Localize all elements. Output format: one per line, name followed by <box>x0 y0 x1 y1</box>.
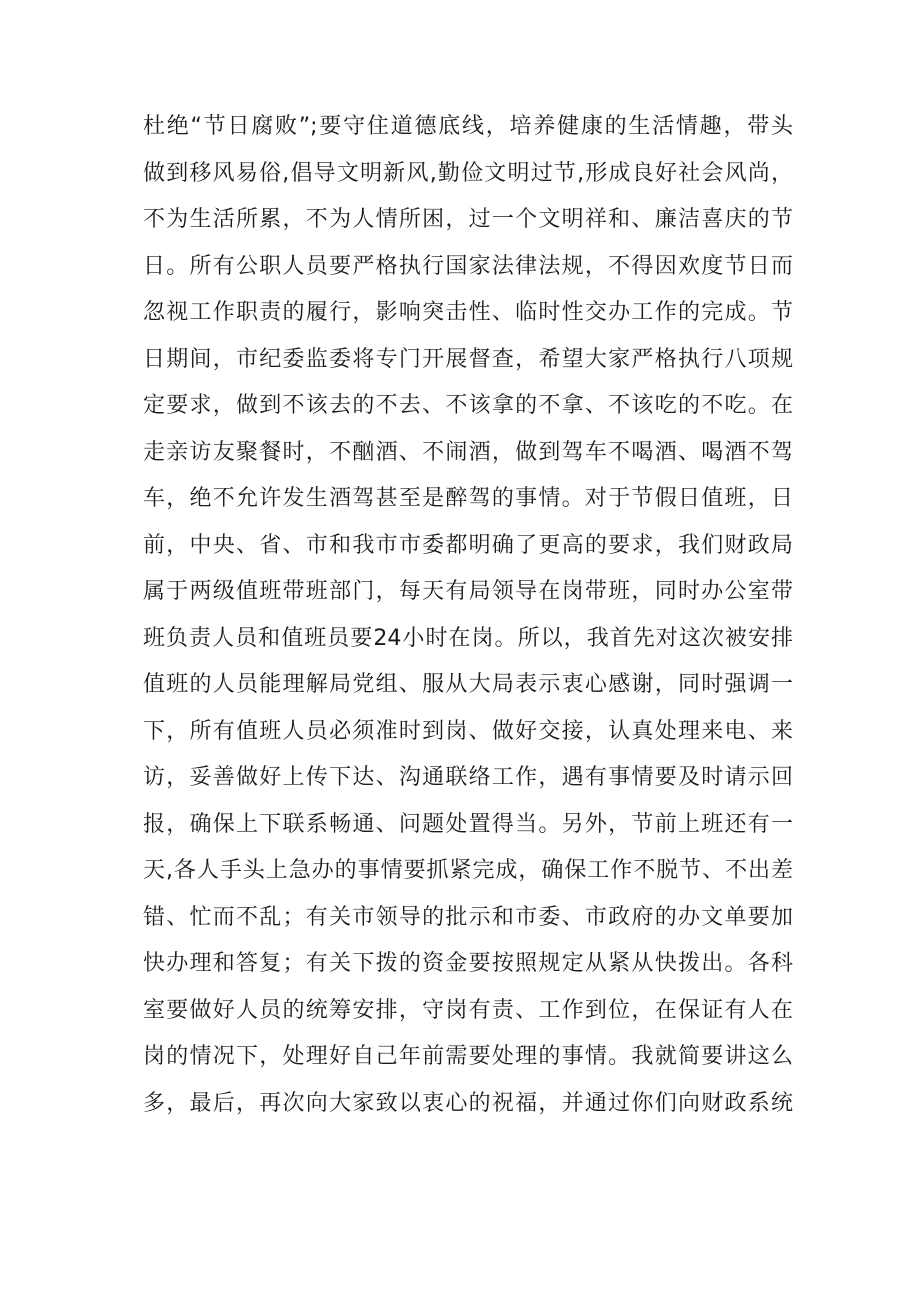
text-line-14: 下，所有值班人员必须准时到岗、做好交接，认真处理来电、来 <box>143 718 793 744</box>
text-line-9: 车，绝不允许发生酒驾甚至是醉驾的事情。对于节假日值班，日 <box>143 486 793 511</box>
text-line-17: 天,各人手头上急办的事情要抓紧完成，确保工作不脱节、不出差 <box>143 858 793 883</box>
text-line-2: 做到移风易俗,倡导文明新风,勤俭文明过节,形成良好社会风尚， <box>143 160 793 186</box>
text-line-6: 日期间，市纪委监委将专门开展督查，希望大家严格执行八项规 <box>143 346 793 372</box>
text-line-20: 室要做好人员的统筹安排，守岗有责、工作到位，在保证有人在 <box>143 997 793 1023</box>
text-line-16: 报，确保上下联系畅通、问题处置得当。另外，节前上班还有一 <box>143 811 793 837</box>
text-line-3: 不为生活所累，不为人情所困，过一个文明祥和、廉洁喜庆的节 <box>143 207 793 232</box>
text-line-15: 访，妥善做好上传下达、沟通联络工作，遇有事情要及时请示回 <box>143 765 793 790</box>
body-text <box>143 104 793 1127</box>
text-line-10: 前，中央、省、市和我市市委都明确了更高的要求，我们财政局 <box>143 532 793 558</box>
text-line-5: 忽视工作职责的履行，影响突击性、临时性交办工作的完成。节 <box>143 300 793 325</box>
text-line-11: 属于两级值班带班部门，每天有局领导在岗带班，同时办公室带 <box>143 579 793 604</box>
text-line-12: 班负责人员和值班员要24小时在岗。所以，我首先对这次被安排 <box>143 625 793 651</box>
text-line-8: 走亲访友聚餐时，不酗酒、不闹酒，做到驾车不喝酒、喝酒不驾 <box>143 439 793 465</box>
text-line-4: 日。所有公职人员要严格执行国家法律法规，不得因欢度节日而 <box>143 253 793 279</box>
text-line-22: 多，最后，再次向大家致以衷心的祝福，并通过你们向财政系统 <box>143 1090 793 1116</box>
text-line-19: 快办理和答复；有关下拨的资金要按照规定从紧从快拨出。各科 <box>143 951 793 976</box>
text-line-21: 岗的情况下，处理好自己年前需要处理的事情。我就简要讲这么 <box>143 1044 793 1069</box>
text-line-1: 杜绝“节日腐败”;要守住道德底线，培养健康的生活情趣，带头 <box>143 114 793 139</box>
text-line-18: 错、忙而不乱；有关市领导的批示和市委、市政府的办文单要加 <box>143 904 793 930</box>
text-line-7: 定要求，做到不该去的不去、不该拿的不拿、不该吃的不吃。在 <box>143 393 793 418</box>
text-line-13: 值班的人员能理解局党组、服从大局表示衷心感谢，同时强调一 <box>143 672 793 697</box>
